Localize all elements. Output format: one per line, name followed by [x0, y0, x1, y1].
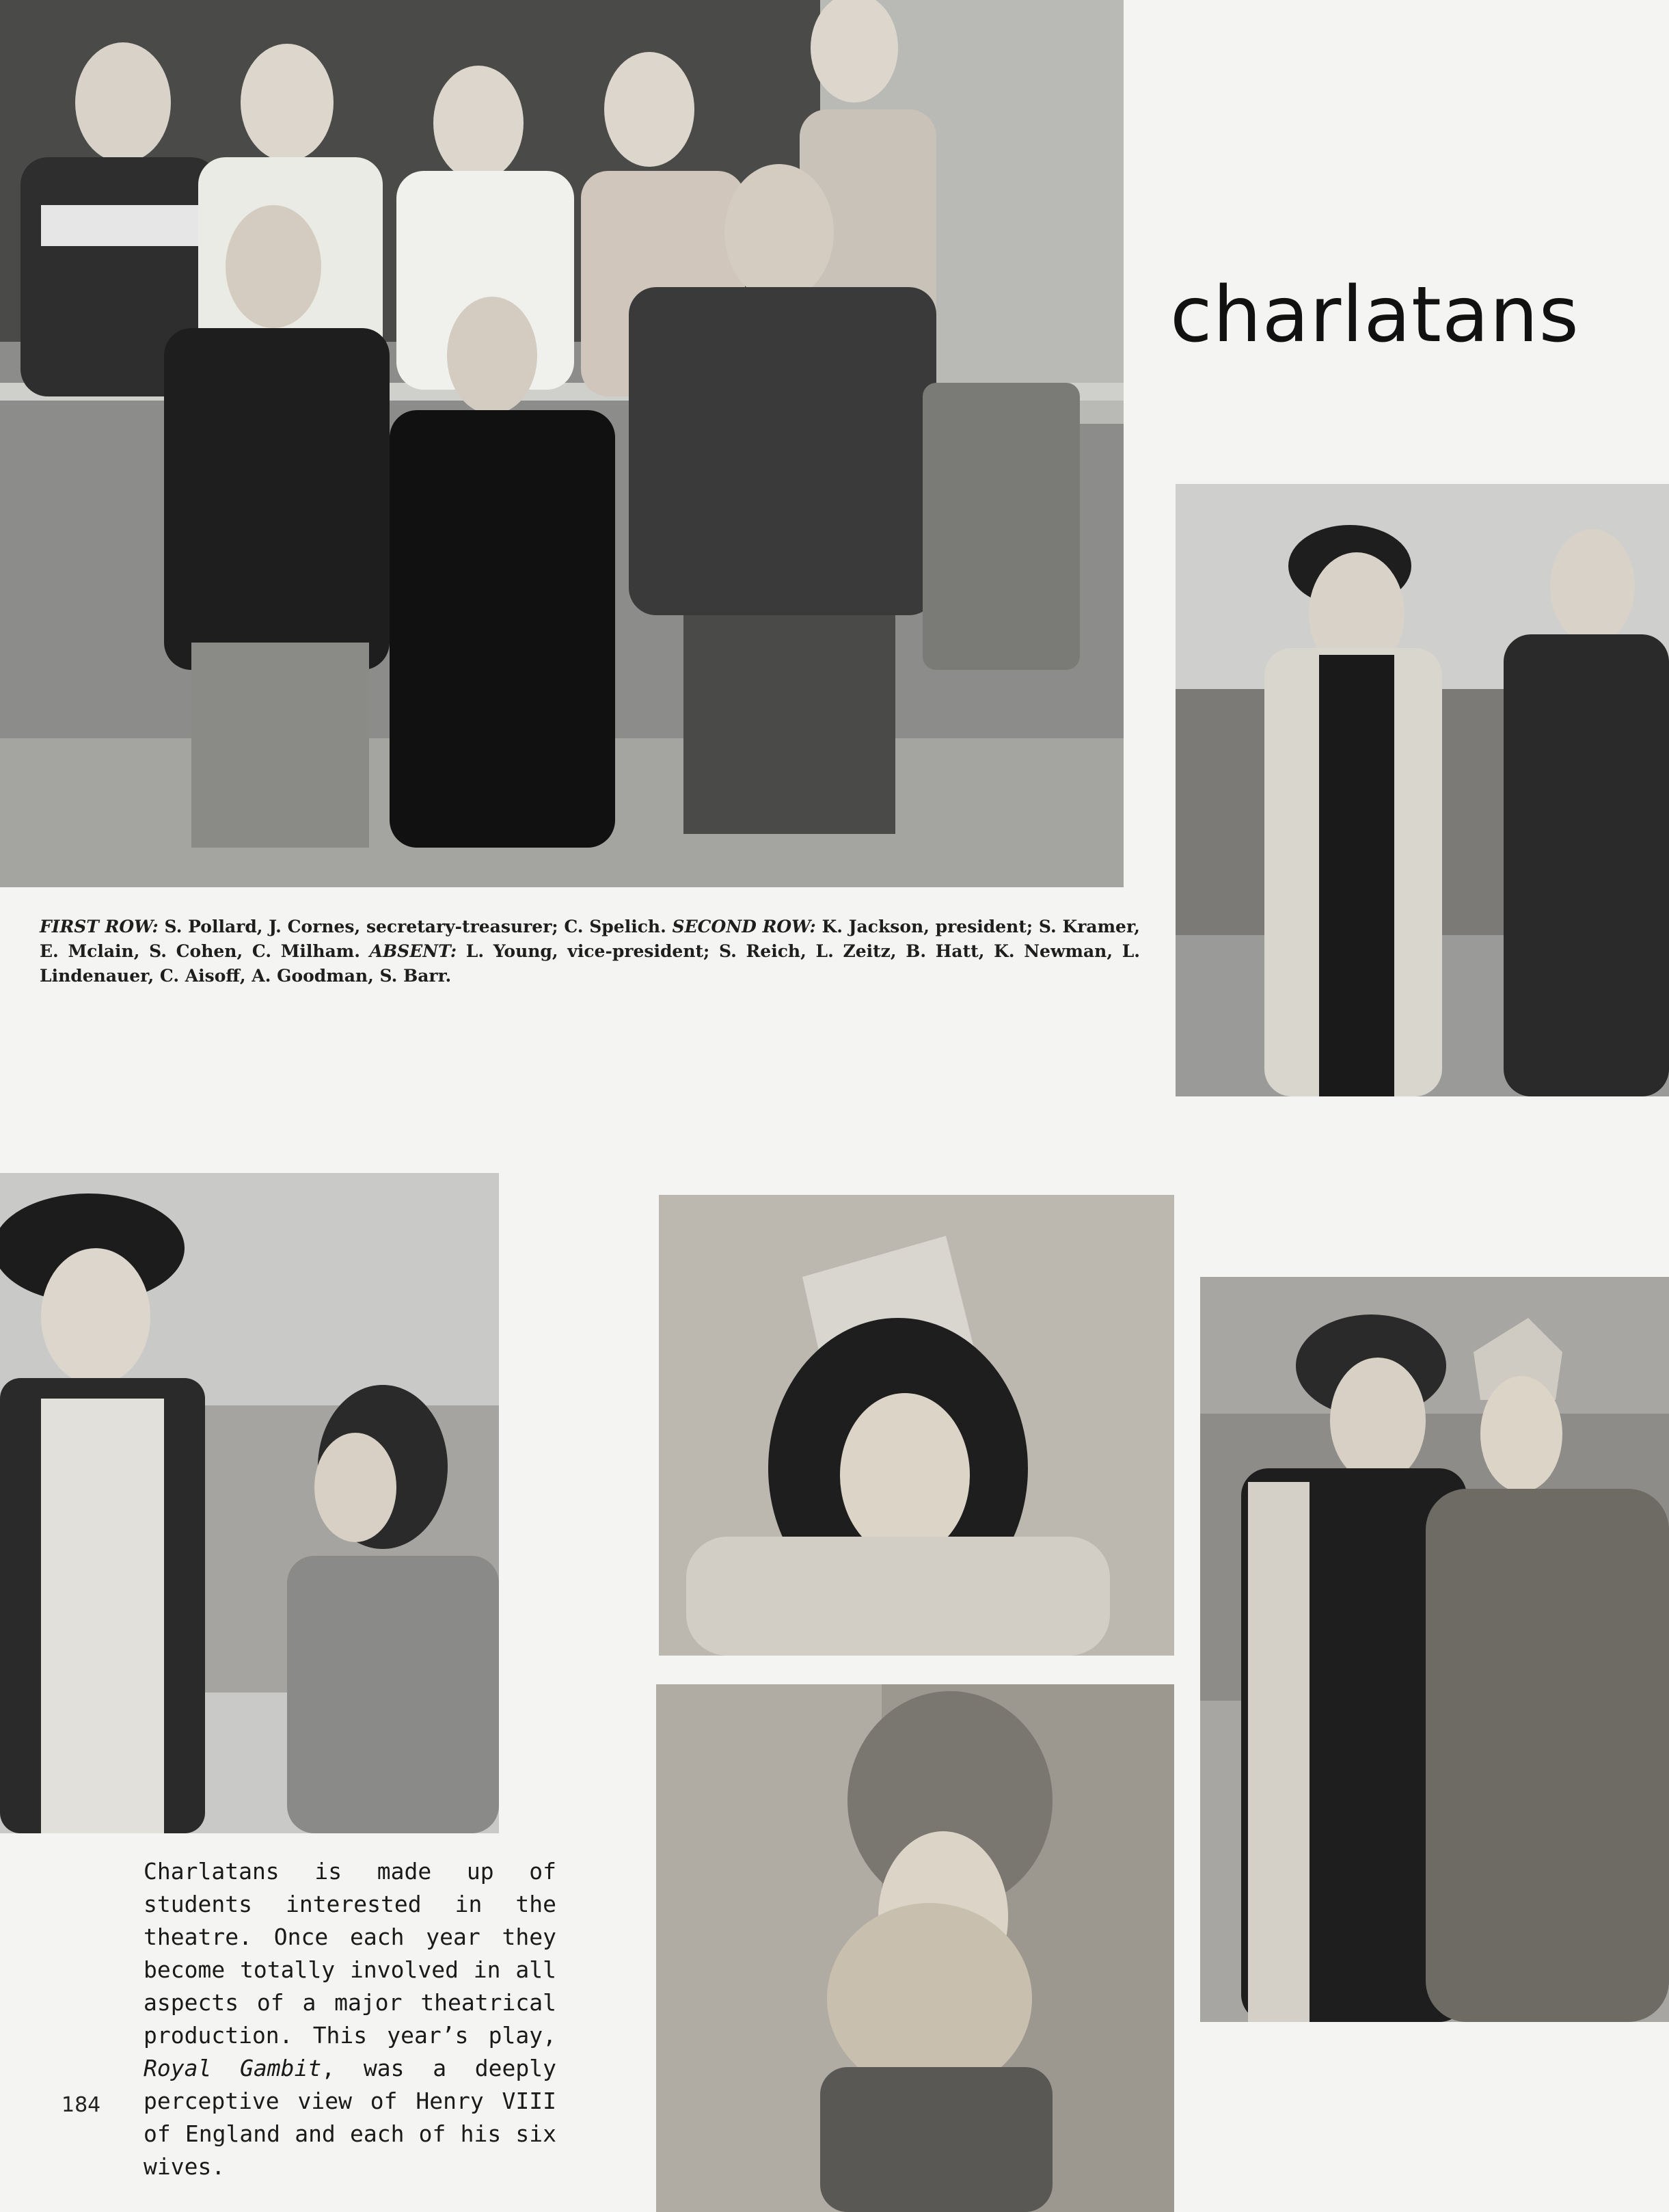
paragraph-text-start: Charlatans is made up of students interested in the theatre. Once each year they become totally involved in all aspects of a major theatrical production. This year’s play, [144, 1858, 556, 2049]
second-row-names: K. Jackson, president; S. Kramer, E. Mclain, S. Cohen, C. Milham. [40, 917, 1140, 961]
first-row-names: S. Pollard, J. Cornes, secretary-treasurer; C. Spelich. [158, 917, 673, 936]
costume-couple-right-photo [1200, 1277, 1669, 2022]
first-row-label: FIRST ROW: [40, 917, 159, 936]
section-heading: charlatans [1170, 271, 1579, 360]
group-photo [0, 0, 1124, 887]
group-photo-caption [40, 915, 1140, 988]
absent-names: L. Young, vice-president; S. Reich, L. Zeitz, B. Hatt, K. Newman, L. Lindenauer, C. Aisoff, A. Goodman, S. Barr. [40, 941, 1140, 986]
costume-couple-photo [1176, 484, 1669, 1096]
play-title: Royal Gambit [144, 2055, 322, 2081]
page-number: 184 [62, 2093, 101, 2117]
paragraph-text-end: , was a deeply perceptive view of Henry VIII of England and each of his six wives. [144, 2055, 556, 2180]
two-women-costume-photo [0, 1173, 499, 1833]
second-row-label: SECOND ROW: [672, 917, 816, 936]
woman-headdress-photo [659, 1195, 1174, 1656]
woman-bonnet-photo [656, 1684, 1174, 2212]
article-paragraph [144, 1855, 556, 2183]
absent-label: ABSENT: [369, 941, 457, 961]
